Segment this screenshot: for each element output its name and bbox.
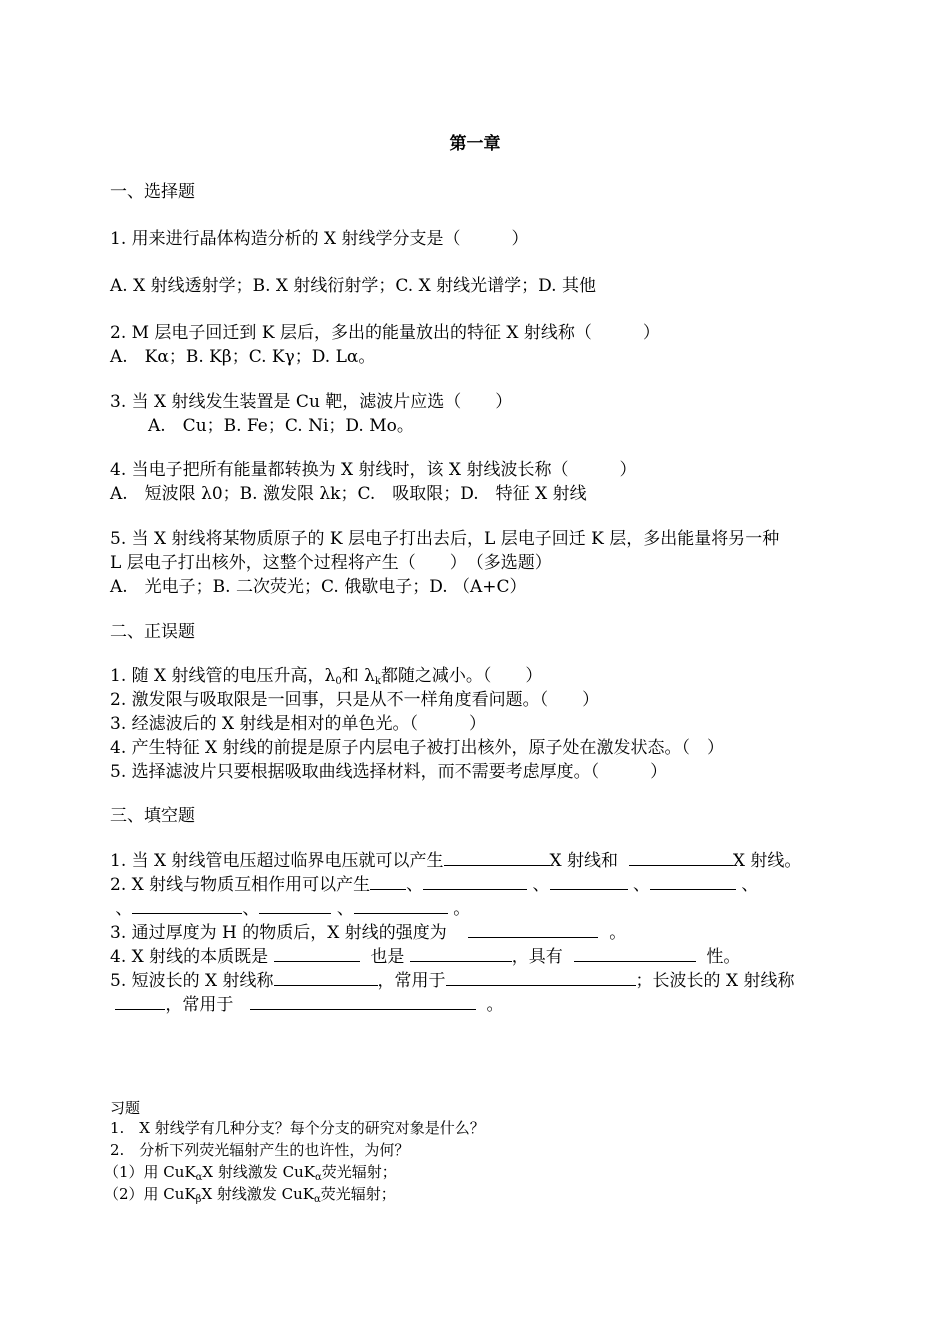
chapter-title: 第一章 (449, 134, 501, 154)
tf-item-2: 2. 激发限与吸取限是一回事，只是从不一样角度看问题。（ ） (110, 690, 600, 710)
question-1-options: A. X 射线透射学；B. X 射线衍射学；C. X 射线光谱学；D. 其他 (110, 276, 596, 296)
tf-item-3: 3. 经滤波后的 X 射线是相对的单色光。（ ） (110, 714, 487, 734)
fill-item-3: 3. 通过厚度为 H 的物质后，X 射线的强度为 。 (110, 920, 626, 945)
question-3: 3. 当 X 射线发生装置是 Cu 靶，滤波片应选（ ） (110, 392, 513, 412)
fill-item-2-cont: 、 、 、 。 (110, 896, 470, 921)
answer-blank[interactable] (274, 968, 378, 986)
answer-blank[interactable] (629, 848, 733, 866)
section-heading-fill-blank: 三、填空题 (110, 806, 195, 826)
section-heading-choice: 一、选择题 (110, 182, 195, 202)
answer-blank[interactable] (132, 896, 242, 914)
fill-item-2: 2. X 射线与物质互相作用可以产生 、 、 、 、 (110, 872, 758, 897)
answer-blank[interactable] (574, 944, 696, 962)
exercises-heading: 习题 (110, 1099, 141, 1117)
question-2: 2. M 层电子回迁到 K 层后，多出的能量放出的特征 X 射线称（ ） (110, 323, 660, 343)
tf-item-1: 1. 随 X 射线管的电压升高，$\lambda_0$和 $\lambda_k$都随之减小。（ ） (110, 666, 543, 687)
question-5-options: A. 光电子；B. 二次荧光；C. 俄歇电子；D. （A+C） (110, 577, 527, 597)
answer-blank[interactable] (446, 968, 636, 986)
answer-blank[interactable] (259, 896, 331, 914)
exercise-1: 1. X 射线学有几种分支？每个分支的研究对象是什么？ (110, 1119, 485, 1137)
fill-item-4: 4. X 射线的本质既是 也是 ，具有 性。 (110, 944, 740, 969)
fill-item-1: 1. 当 X 射线管电压超过临界电压就可以产生 X 射线和 X 射线。 (110, 848, 801, 873)
tf-item-5: 5. 选择滤波片只要根据吸取曲线选择材料，而不需要考虑厚度。（ ） (110, 762, 668, 782)
exercise-2: 2. 分析下列荧光辐射产生的也许性，为何？ (110, 1141, 410, 1159)
exercise-2-part-1: （1）用 CuK$_\alpha$X 射线激发 CuK$_\alpha$荧光辐射； (104, 1163, 397, 1183)
answer-blank[interactable] (468, 920, 598, 938)
question-1: 1. 用来进行晶体构造分析的 X 射线学分支是（ ） (110, 229, 529, 249)
answer-blank[interactable] (115, 992, 165, 1010)
answer-blank[interactable] (354, 896, 448, 914)
question-5-line-1: 5. 当 X 射线将某物质原子的 K 层电子打出去后，L 层电子回迁 K 层，多出能量将另一种 (110, 529, 780, 549)
answer-blank[interactable] (423, 872, 527, 890)
fill-item-5-cont: ，常用于 。 (110, 992, 503, 1017)
section-heading-true-false: 二、正误题 (110, 622, 195, 642)
question-3-options: A. Cu；B. Fe；C. Ni；D. Mo。 (148, 416, 414, 436)
question-4-options: A. 短波限 λ0；B. 激发限 λk；C. 吸取限；D. 特征 X 射线 (110, 484, 587, 504)
tf-item-4: 4. 产生特征 X 射线的前提是原子内层电子被打出核外，原子处在激发状态。（ ） (110, 738, 725, 758)
answer-blank[interactable] (650, 872, 736, 890)
answer-blank[interactable] (444, 848, 550, 866)
answer-blank[interactable] (550, 872, 628, 890)
question-4: 4. 当电子把所有能量都转换为 X 射线时，该 X 射线波长称（ ） (110, 460, 637, 480)
answer-blank[interactable] (274, 944, 360, 962)
answer-blank[interactable] (370, 872, 406, 890)
question-2-options: A. Kα；B. Kβ；C. Kγ；D. Lα。 (110, 347, 376, 367)
exercise-2-part-2: （2）用 CuK$_\beta$X 射线激发 CuK$_\alpha$荧光辐射； (104, 1185, 396, 1205)
answer-blank[interactable] (410, 944, 512, 962)
fill-item-5: 5. 短波长的 X 射线称 ，常用于 ；长波长的 X 射线称 (110, 968, 794, 993)
question-5-line-2: L 层电子打出核外，这整个过程将产生（ ） （多选题） (110, 553, 552, 573)
answer-blank[interactable] (250, 992, 476, 1010)
